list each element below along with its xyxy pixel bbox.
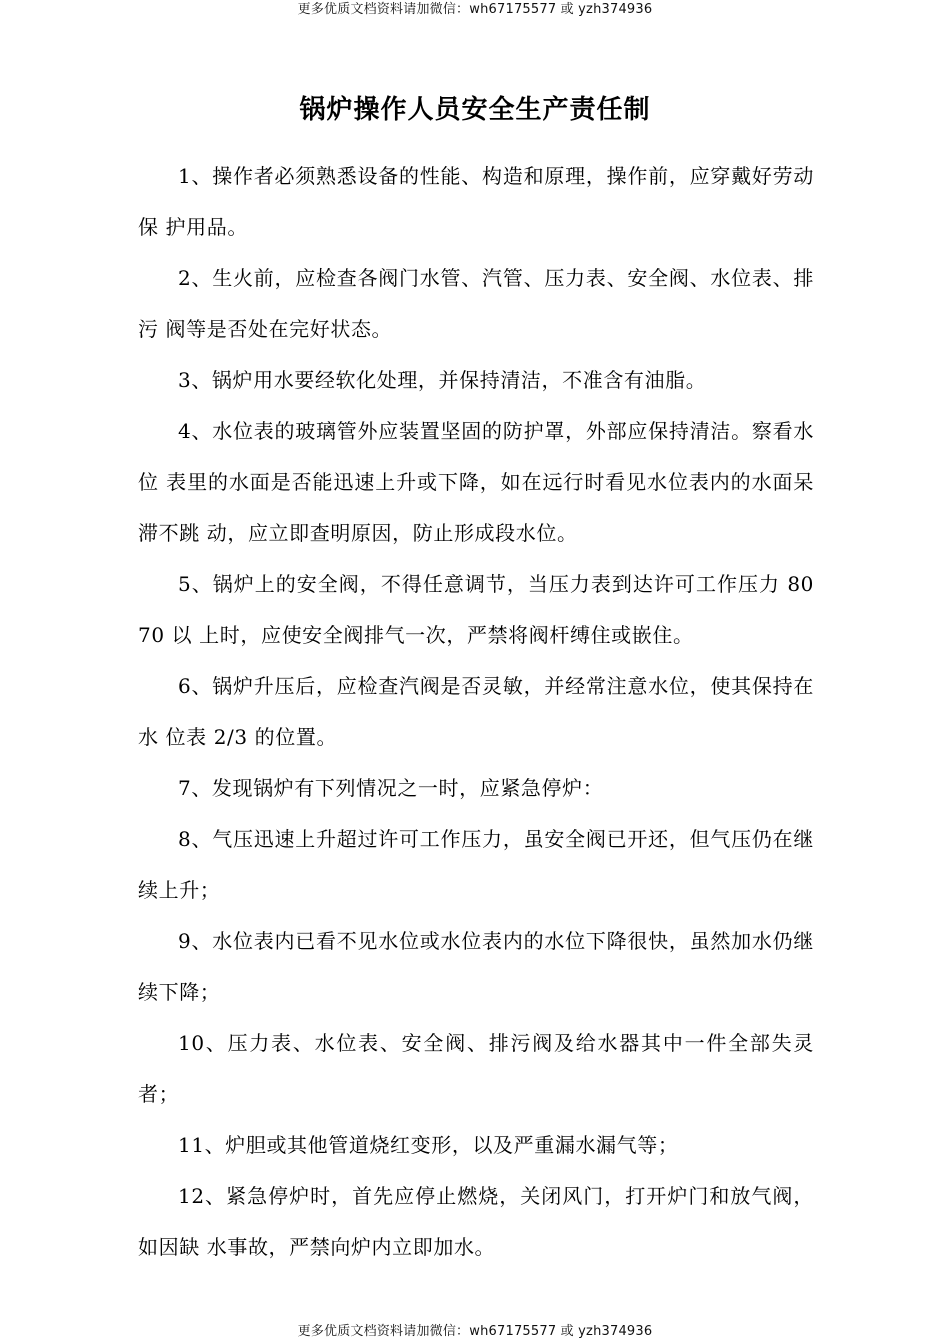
paragraph-12: 12、紧急停炉时，首先应停止燃烧，关闭风门，打开炉门和放气阀，如因缺 水事故，严禁向炉内立即加水。: [138, 1184, 814, 1259]
paragraph-11: 11、炉胆或其他管道烧红变形，以及严重漏水漏气等；: [178, 1133, 679, 1157]
document-title: 锅炉操作人员安全生产责任制: [299, 95, 651, 125]
header-watermark: 更多优质文档资料请加微信：wh67175577 或 yzh374936: [297, 2, 653, 17]
paragraph-10: 10、压力表、水位表、安全阀、排污阀及给水器其中一件全部失灵者；: [138, 1031, 814, 1106]
paragraph-4: 4、水位表的玻璃管外应装置坚固的防护罩，外部应保持清洁。察看水位 表里的水面是否能迅速上升或下降，如在远行时看见水位表内的水面呆滞不跳 动，应立即查明原因，防止形成段水位。: [138, 419, 814, 545]
paragraph-6: 6、锅炉升压后，应检查汽阀是否灵敏，并经常注意水位，使其保持在水 位表 2/3 的位置。: [138, 674, 814, 749]
document-body: [138, 151, 814, 1273]
paragraph-3: 3、锅炉用水要经软化处理，并保持清洁，不准含有油脂。: [178, 368, 707, 392]
paragraph-7: 7、发现锅炉有下列情况之一时，应紧急停炉：: [178, 776, 604, 800]
paragraph-8: 8、气压迅速上升超过许可工作压力，虽安全阀已开还，但气压仍在继续上升；: [138, 827, 814, 902]
paragraph-5: 5、锅炉上的安全阀，不得任意调节，当压力表到达许可工作压力 8070 以 上时，应使安全阀排气一次，严禁将阀杆缚住或嵌住。: [138, 572, 814, 647]
paragraph-9: 9、水位表内已看不见水位或水位表内的水位下降很快，虽然加水仍继续下降；: [138, 929, 814, 1004]
paragraph-2: 2、生火前，应检查各阀门水管、汽管、压力表、安全阀、水位表、排污 阀等是否处在完好状态。: [138, 266, 814, 341]
footer-watermark: 更多优质文档资料请加微信：wh67175577 或 yzh374936: [297, 1324, 653, 1339]
paragraph-1: 1、操作者必须熟悉设备的性能、构造和原理，操作前，应穿戴好劳动保 护用品。: [138, 164, 814, 239]
